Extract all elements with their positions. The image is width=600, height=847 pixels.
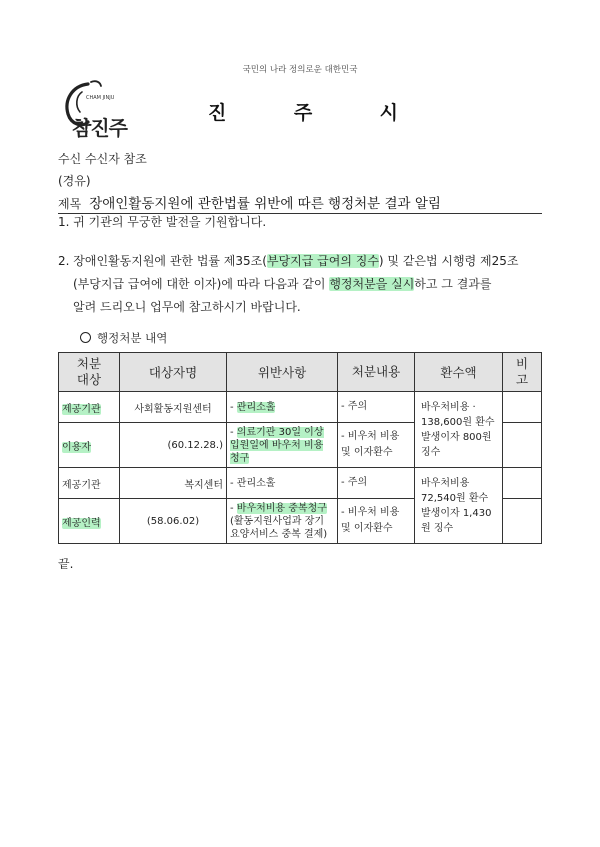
recipient-line [58,150,147,167]
cell-name: 사회활동지원센터 [120,392,227,423]
cell-type: 제공기관 [59,468,120,499]
header-note: 비 고 [503,353,542,392]
table-row [59,468,542,499]
cell-note [503,499,542,544]
cell-name: (60.12.28.) [120,423,227,468]
logo-text-ko: 참진주 [72,116,127,140]
org-name-char: 시 [379,102,398,124]
header-name: 대상자명 [120,353,227,392]
cell-violation: - 관리소홀 [227,468,338,499]
subject-value: 장애인활동지원에 관한법률 위반에 따른 행정처분 결과 알림 [89,196,441,212]
org-name-char: 주 [293,102,313,124]
header-action: 처분내용 [338,353,415,392]
cell-action: - 비우처 비용 및 이자환수 [338,423,415,468]
p2-prefix: 2. 장애인활동지원에 관한 법률 제35조( [58,254,267,268]
via-line: (경유) [58,174,91,188]
org-name-char: 진 [208,102,227,124]
circle-bullet-icon [80,332,91,343]
cell-action: - 비우처 비용 및 이자환수 [338,499,415,544]
header-refund: 환수액 [415,353,503,392]
p2-mid: ) 및 같은법 시행령 제25조 [378,254,519,268]
paragraph-2-line-3: 알려 드리오니 업무에 참고하시기 바랍니다. [73,300,301,314]
paragraph-2 [58,250,544,319]
p2-line2a: (부당지급 급여에 대한 이자)에 따라 다음과 같이 [73,277,330,291]
org-name [208,98,398,125]
cell-name: (58.06.02) [120,499,227,544]
disposition-table [58,352,542,544]
paragraph-2-line-1 [58,250,544,273]
table-header-row [59,353,542,392]
cell-action: - 주의 [338,468,415,499]
cell-violation: - 바우처비용 중복청구 (활동지원사업과 장기 요양서비스 중복 결제) [227,499,338,544]
p2-highlight-2: 행정처분을 실시 [329,277,415,291]
cell-violation: - 관리소홀 [227,392,338,423]
cell-refund: 바우처비용 72,540원 환수 발생이자 1,430원 징수 [415,468,503,544]
header-type: 처분 대상 [59,353,120,392]
cell-refund: 바우처비용 · 138,600원 환수 발생이자 800원 징수 [415,392,503,468]
cell-violation: - 의료기관 30일 이상 입원일에 바우처 비용 청구 [227,423,338,468]
end-mark: 끝. [58,557,74,571]
subject-line [58,192,441,212]
cell-note [503,423,542,468]
recipient-label: 수신 [58,152,82,166]
table-row [59,392,542,423]
section-title-text: 행정처분 내역 [97,331,168,345]
cell-note [503,392,542,423]
city-logo [58,78,128,140]
cell-type: 이용자 [59,423,120,468]
cell-type: 제공인력 [59,499,120,544]
logo-text-en: CHAM JINJU [86,95,115,101]
paragraph-1: 1. 귀 기관의 무궁한 발전을 기원합니다. [58,215,267,229]
subject-label: 제목 [58,197,82,211]
p2-line2b: 하고 그 결과를 [414,277,492,291]
cell-name: 복지센터 [120,468,227,499]
cell-action: - 주의 [338,392,415,423]
recipient-value: 수신자 참조 [85,152,147,166]
p2-highlight-1: 부당지급 급여의 징수 [266,254,379,268]
paragraph-2-line-2 [58,273,544,296]
cell-type: 제공기관 [59,392,120,423]
header-violation: 위반사항 [227,353,338,392]
section-title [80,330,167,346]
slogan: 국민의 나라 정의로운 대한민국 [242,65,358,75]
cell-note [503,468,542,499]
